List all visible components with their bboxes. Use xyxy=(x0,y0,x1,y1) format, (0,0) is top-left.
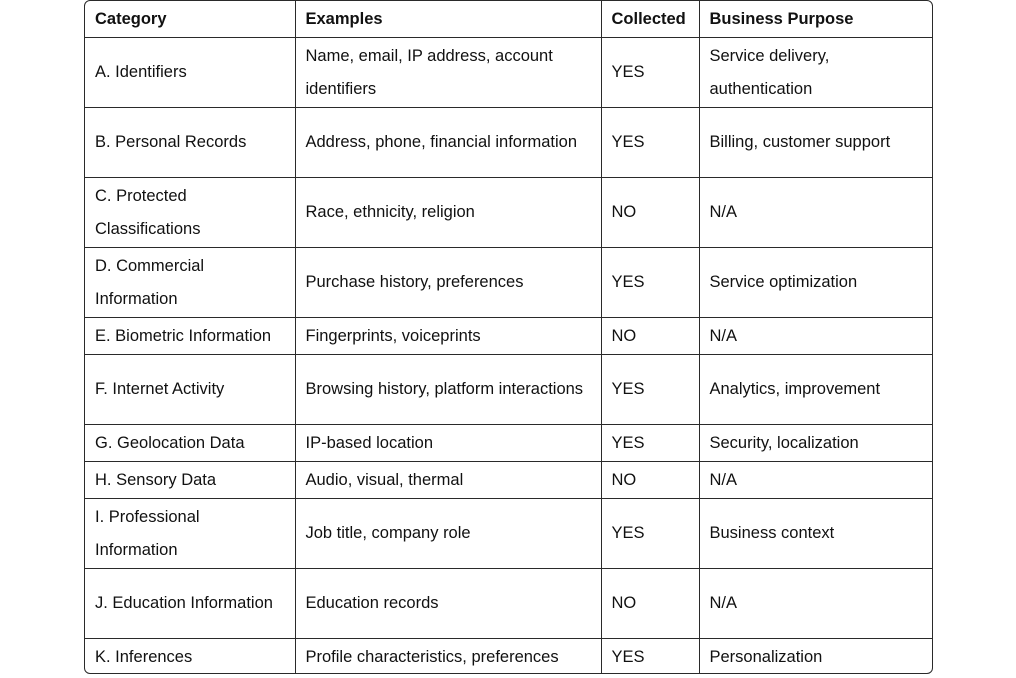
cell-collected: NO xyxy=(601,569,699,639)
header-business-purpose: Business Purpose xyxy=(699,1,932,38)
cell-category: I. Professional Information xyxy=(85,499,295,569)
cell-collected: YES xyxy=(601,38,699,108)
cell-category: A. Identifiers xyxy=(85,38,295,108)
cell-collected: YES xyxy=(601,248,699,318)
cell-category: J. Education Information xyxy=(85,569,295,639)
cell-purpose: N/A xyxy=(699,318,932,355)
cell-category: C. Protected Classifications xyxy=(85,178,295,248)
cell-collected: NO xyxy=(601,318,699,355)
table-row xyxy=(85,569,932,639)
cell-category: F. Internet Activity xyxy=(85,355,295,425)
cell-collected: YES xyxy=(601,499,699,569)
table-row xyxy=(85,38,932,108)
cell-category: G. Geolocation Data xyxy=(85,425,295,462)
cell-category: B. Personal Records xyxy=(85,108,295,178)
cell-examples: Fingerprints, voiceprints xyxy=(295,318,601,355)
cell-purpose: Service delivery, authentication xyxy=(699,38,932,108)
cell-examples: Job title, company role xyxy=(295,499,601,569)
table-row xyxy=(85,248,932,318)
cell-purpose: Business context xyxy=(699,499,932,569)
cell-collected: NO xyxy=(601,178,699,248)
cell-examples: IP-based location xyxy=(295,425,601,462)
cell-purpose: N/A xyxy=(699,178,932,248)
cell-purpose: Service optimization xyxy=(699,248,932,318)
cell-collected: YES xyxy=(601,355,699,425)
cell-collected: YES xyxy=(601,425,699,462)
cell-examples: Name, email, IP address, account identifiers xyxy=(295,38,601,108)
cell-examples: Audio, visual, thermal xyxy=(295,462,601,499)
cell-purpose: Security, localization xyxy=(699,425,932,462)
table-row xyxy=(85,108,932,178)
cell-purpose: Personalization xyxy=(699,639,932,675)
cell-category: H. Sensory Data xyxy=(85,462,295,499)
cell-examples: Race, ethnicity, religion xyxy=(295,178,601,248)
cell-examples: Profile characteristics, preferences xyxy=(295,639,601,675)
cell-examples: Browsing history, platform interactions xyxy=(295,355,601,425)
cell-purpose: Analytics, improvement xyxy=(699,355,932,425)
cell-purpose: N/A xyxy=(699,569,932,639)
header-examples: Examples xyxy=(295,1,601,38)
table-row xyxy=(85,355,932,425)
data-categories-table-container xyxy=(84,0,933,674)
table-row xyxy=(85,425,932,462)
table-row xyxy=(85,462,932,499)
header-collected: Collected xyxy=(601,1,699,38)
table-row xyxy=(85,639,932,675)
cell-collected: NO xyxy=(601,462,699,499)
cell-examples: Education records xyxy=(295,569,601,639)
cell-purpose: Billing, customer support xyxy=(699,108,932,178)
table-row xyxy=(85,178,932,248)
cell-purpose: N/A xyxy=(699,462,932,499)
table-header-row xyxy=(85,1,932,38)
cell-category: D. Commercial Information xyxy=(85,248,295,318)
header-category: Category xyxy=(85,1,295,38)
cell-examples: Address, phone, financial information xyxy=(295,108,601,178)
table-row xyxy=(85,499,932,569)
cell-collected: YES xyxy=(601,639,699,675)
table-row xyxy=(85,318,932,355)
data-categories-table xyxy=(85,1,932,674)
cell-collected: YES xyxy=(601,108,699,178)
cell-category: K. Inferences xyxy=(85,639,295,675)
cell-examples: Purchase history, preferences xyxy=(295,248,601,318)
cell-category: E. Biometric Information xyxy=(85,318,295,355)
